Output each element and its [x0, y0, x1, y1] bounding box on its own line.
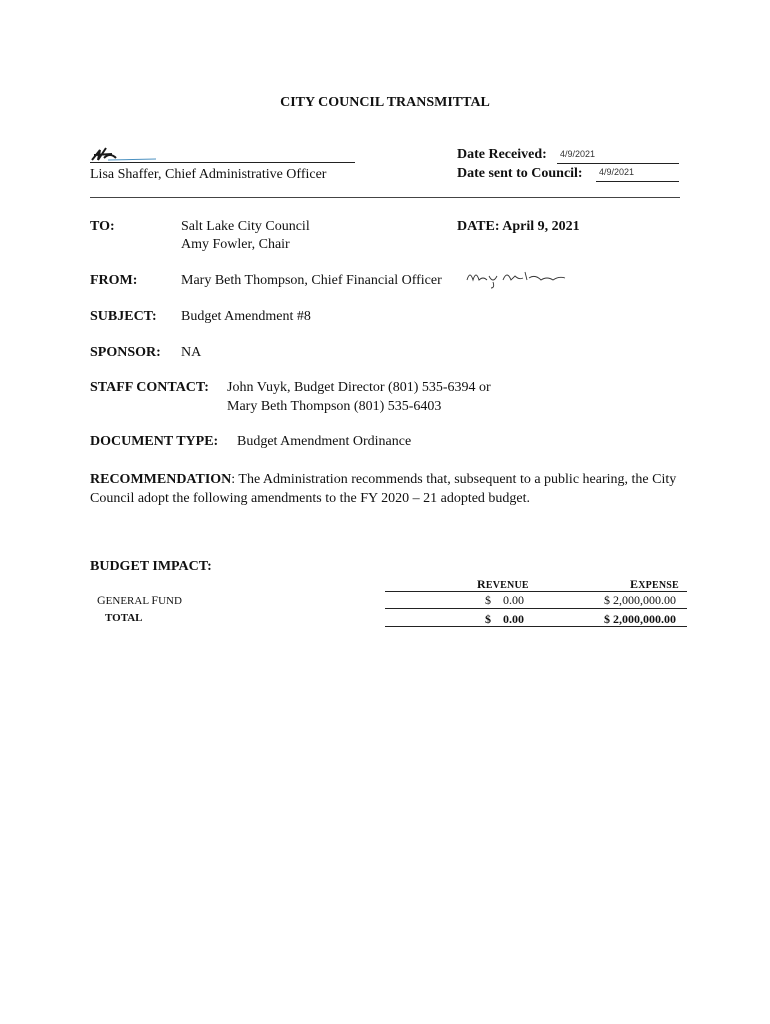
recommendation-paragraph	[90, 470, 682, 508]
general-fund-label: GENERAL FUND	[97, 593, 182, 607]
header-divider	[90, 197, 680, 198]
total-label: TOTAL	[105, 612, 143, 624]
expense-column-header: EXPENSE	[630, 577, 679, 591]
to-line-2: Amy Fowler, Chair	[181, 237, 290, 252]
memo-date: DATE: April 9, 2021	[457, 219, 580, 234]
from-value: Mary Beth Thompson, Chief Financial Officer	[181, 273, 442, 288]
staff-contact-line-1: John Vuyk, Budget Director (801) 535-6394 or	[227, 380, 491, 395]
sponsor-value: NA	[181, 345, 202, 360]
revenue-column-header: REVENUE	[477, 577, 529, 591]
from-label: FROM:	[90, 273, 138, 288]
staff-contact-line-2: Mary Beth Thompson (801) 535-6403	[227, 399, 442, 414]
staff-contact-label: STAFF CONTACT:	[90, 380, 209, 395]
date-sent-field[interactable]	[596, 167, 679, 182]
cao-name: Lisa Shaffer, Chief Administrative Officer	[90, 167, 327, 182]
total-expense: $ 2,000,000.00	[604, 612, 676, 626]
document-type-value: Budget Amendment Ordinance	[237, 434, 412, 449]
date-sent-value: 4/9/2021	[599, 167, 635, 177]
date-sent-label: Date sent to Council:	[457, 166, 583, 181]
recommendation-text: : The Administration recommends that, subsequent to a public hearing, the City Council adopt the following amendments to the FY 2020 – 21 adopted budget.	[90, 472, 677, 506]
budget-table-row-rule	[385, 608, 687, 609]
signature-line	[90, 162, 355, 163]
general-fund-expense: $ 2,000,000.00	[604, 593, 676, 607]
date-received-value: 4/9/2021	[560, 149, 596, 159]
budget-table-total-rule	[385, 626, 687, 627]
recommendation-label: RECOMMENDATION	[90, 472, 232, 487]
document-type-label: DOCUMENT TYPE:	[90, 434, 219, 449]
general-fund-revenue: $ 0.00	[485, 593, 524, 607]
date-received-label: Date Received:	[457, 147, 547, 162]
date-received-field[interactable]	[557, 149, 679, 164]
page-title: CITY COUNCIL TRANSMITTAL	[280, 95, 490, 110]
cfo-signature-image	[465, 268, 569, 290]
to-label: TO:	[90, 219, 115, 234]
subject-value: Budget Amendment #8	[181, 309, 311, 324]
sponsor-label: SPONSOR:	[90, 345, 161, 360]
budget-impact-heading: BUDGET IMPACT:	[90, 559, 212, 574]
to-line-1: Salt Lake City Council	[181, 219, 310, 234]
subject-label: SUBJECT:	[90, 309, 157, 324]
total-revenue: $ 0.00	[485, 612, 524, 626]
